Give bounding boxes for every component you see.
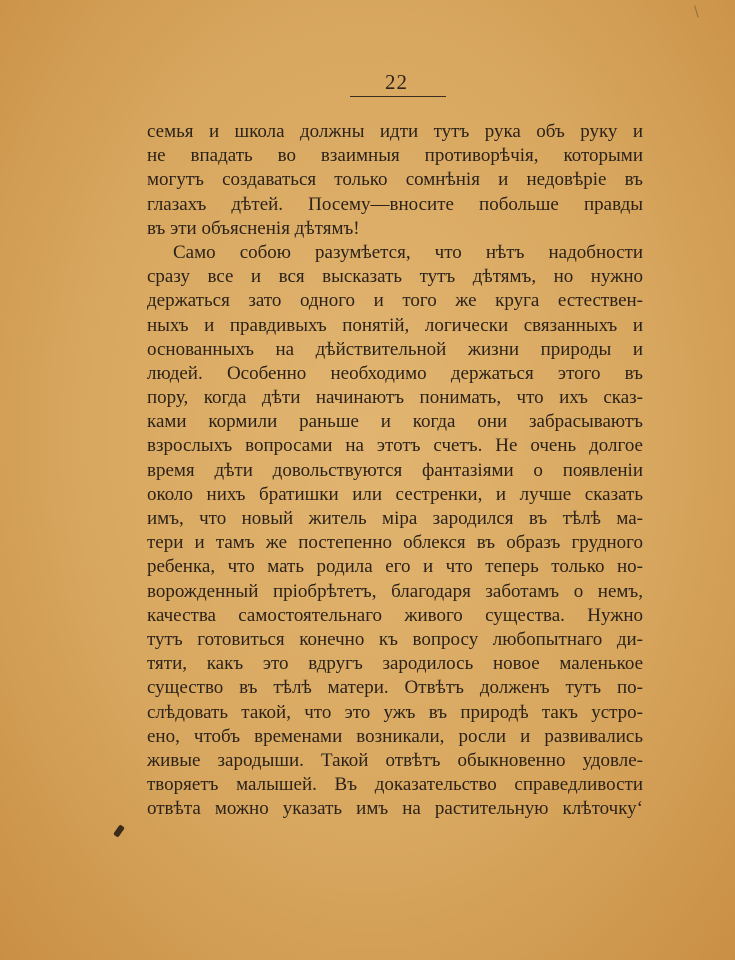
text-line: семья и школа должны идти тутъ рука объ руку и [147,121,643,142]
corner-mark: \ [694,4,699,20]
text-line: глазахъ дѣтей. Посему—вносите побольше правды [147,193,643,215]
text-line: время дѣти довольствуются фантазіями о появленіи [147,459,643,481]
text-line: ребенка, что мать родила его и что теперь только но- [147,556,643,578]
text-line: держаться зато одного и того же круга естествен- [147,290,643,312]
text-line: ныхъ и правдивыхъ понятій, логически связанныхъ и [147,314,643,336]
ink-mark [113,824,125,837]
text-line: ворожденный пріобрѣтетъ, благодаря заботамъ о немъ, [147,580,643,602]
text-line: существо въ тѣлѣ матери. Отвѣтъ долженъ тутъ по- [147,677,643,699]
text-line: творяетъ малышей. Въ доказательство справедливости [147,774,643,796]
body-text [147,120,643,821]
text-line: качества самостоятельнаго живого существа. Нужно [147,604,643,626]
text-line: Само собою разумѣется, что нѣтъ надобности [173,241,643,263]
text-line: живые зародыши. Такой отвѣтъ обыкновенно удовле- [147,749,643,771]
text-line: могутъ создаваться только сомнѣнія и недовѣріе въ [147,169,643,191]
text-line: около нихъ братишки или сестренки, и лучше сказать [147,483,643,505]
text-line: тяти, какъ это вдругъ зародилось новое маленькое [147,653,643,675]
text-line: въ эти объясненія дѣтямъ! [147,217,360,239]
text-line: тутъ готовиться конечно къ вопросу любопытнаго ди- [147,628,643,650]
text-line: сразу все и вся высказать тутъ дѣтямъ, но нужно [147,266,643,288]
text-line: имъ, что новый житель міра зародился въ тѣлѣ ма- [147,508,643,529]
text-line: людей. Особенно необходимо держаться этого въ [147,362,643,384]
text-line: отвѣта можно указать имъ на растительную клѣточку‘ [147,798,643,820]
header-rule [350,96,446,97]
text-line: не впадать во взаимныя противорѣчія, которыми [147,145,643,167]
text-line: ено, чтобъ временами возникали, росли и развивались [147,725,643,747]
text-line: слѣдовать такой, что это ужъ въ природѣ такъ устро- [147,701,643,723]
text-line: взрослыхъ вопросами на этотъ счетъ. Не очень долгое [147,435,643,457]
text-line: ками кормили раньше и когда они забрасываютъ [147,411,643,433]
text-line: пору, когда дѣти начинаютъ понимать, что ихъ сказ- [147,387,643,409]
page-number: 22 [385,70,408,94]
text-line: основанныхъ на дѣйствительной жизни природы и [147,338,643,360]
text-line: тери и тамъ же постепенно облекся въ образъ грудного [147,532,643,554]
